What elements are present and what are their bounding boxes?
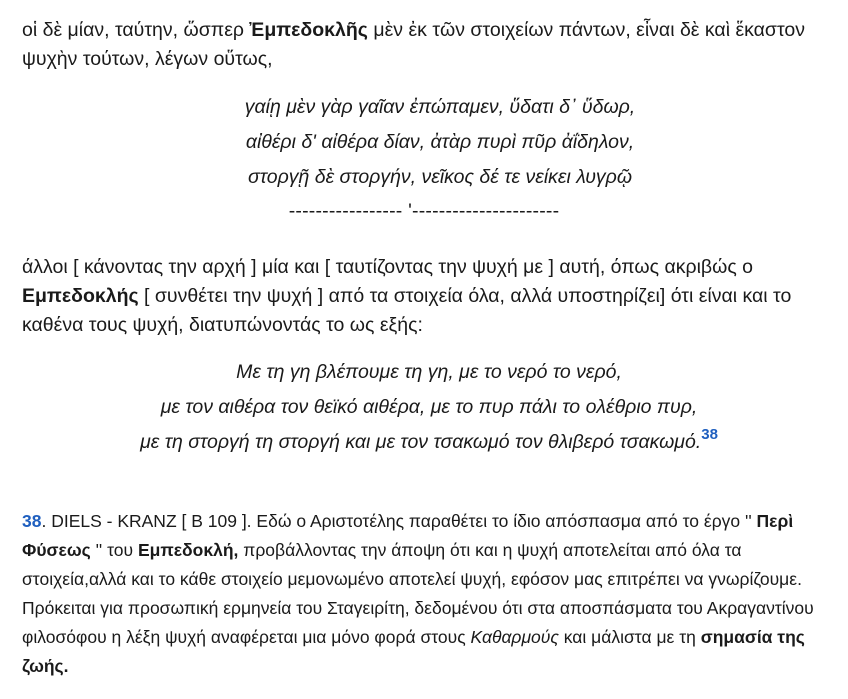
modern-intro-name: Εμπεδοκλής bbox=[22, 285, 139, 307]
greek-verse-block bbox=[30, 90, 848, 195]
modern-verse-line-3-text: με τη στοργή τη στοργή και με τον τσακωμό τον θλιβερό τσακωμό. bbox=[140, 431, 702, 453]
modern-intro-text-1: άλλοι [ κάνοντας την αρχή ] μία και [ ταυτίζοντας την ψυχή με ] αυτή, όπως ακριβώς ο bbox=[22, 256, 754, 278]
greek-verse-line-1: γαίῃ μὲν γὰρ γαῖαν ἐπώπαμεν, ὕδατι δ᾽ ὕδωρ, bbox=[244, 96, 636, 118]
greek-intro-name: Ἐμπεδοκλῆς bbox=[249, 19, 368, 41]
modern-verse-block bbox=[5, 355, 848, 460]
modern-verse-line-2: με τον αιθέρα τον θεϊκό αιθέρα, με το πυρ πάλι το ολέθριο πυρ, bbox=[160, 396, 698, 418]
modern-verse-line-3 bbox=[5, 425, 848, 460]
footnote-text-1: . DIELS - KRANZ [ B 109 ]. Εδώ ο Αριστοτέλης παραθέτει το ίδιο απόσπασμα από το έργο '' bbox=[41, 511, 757, 531]
footnote-number[interactable]: 38 bbox=[22, 511, 42, 531]
footnote-text-3: προβάλλοντας την άποψη ότι και η ψυχή αποτελείται από όλα τα στοιχεία,αλλά και το κάθε στοιχείο μεμονωμένο αποτελεί ψυχή, εφόσον μας επιτρέπει να γνωρίζουμε. Πρόκειται για προσωπική ερμηνεία του Σταγειρίτη, δεδομένου ότι στα αποσπάσματα του Ακραγαντίνου φιλοσόφου η λέξη ψυχή αναφέρεται μια μόνο φορά στους bbox=[22, 540, 814, 647]
footnote-text-4: και μάλιστα με τη bbox=[558, 627, 701, 647]
greek-intro-paragraph bbox=[22, 16, 834, 74]
modern-intro-text-2: [ συνθέτει την ψυχή ] από τα στοιχεία όλα, αλλά υποστηρίζει] ότι είναι και το καθένα τους ψυχή, διατυπώνοντάς το ως εξής: bbox=[22, 285, 792, 336]
greek-verse-line-3: στοργῇ δὲ στοργήν, νεῖκος δέ τε νείκει λυγρῷ bbox=[247, 166, 633, 188]
footnote-reference-link[interactable]: 38 bbox=[701, 426, 718, 443]
greek-intro-text-1: οἱ δὲ μίαν, ταύτην, ὥσπερ bbox=[22, 19, 250, 41]
section-divider: ----------------- '---------------------- bbox=[288, 200, 560, 222]
footnote-katharmoi: Καθαρμούς bbox=[470, 627, 559, 647]
footnote-text-2: '' του bbox=[90, 540, 138, 560]
modern-intro-paragraph bbox=[22, 253, 834, 340]
footnote-paragraph bbox=[22, 507, 834, 681]
greek-verse-line-2: αἰθέρι δ' αἰθέρα δίαν, ἀτὰρ πυρὶ πῦρ ἀΐδηλον, bbox=[245, 131, 635, 153]
greek-intro-text-2: μὲν ἐκ τῶν στοιχείων πάντων, εἶναι δὲ καὶ ἕκαστον ψυχὴν τούτων, λέγων οὕτως, bbox=[22, 19, 805, 70]
footnote-meaning: σημασία της ζωής. bbox=[22, 627, 805, 676]
footnote-work-title: Περὶ Φύσεως bbox=[22, 511, 794, 560]
modern-verse-line-1: Με τη γη βλέπουμε τη γη, με το νερό το νερό, bbox=[236, 361, 622, 383]
footnote-author: Εμπεδοκλή, bbox=[137, 540, 239, 560]
